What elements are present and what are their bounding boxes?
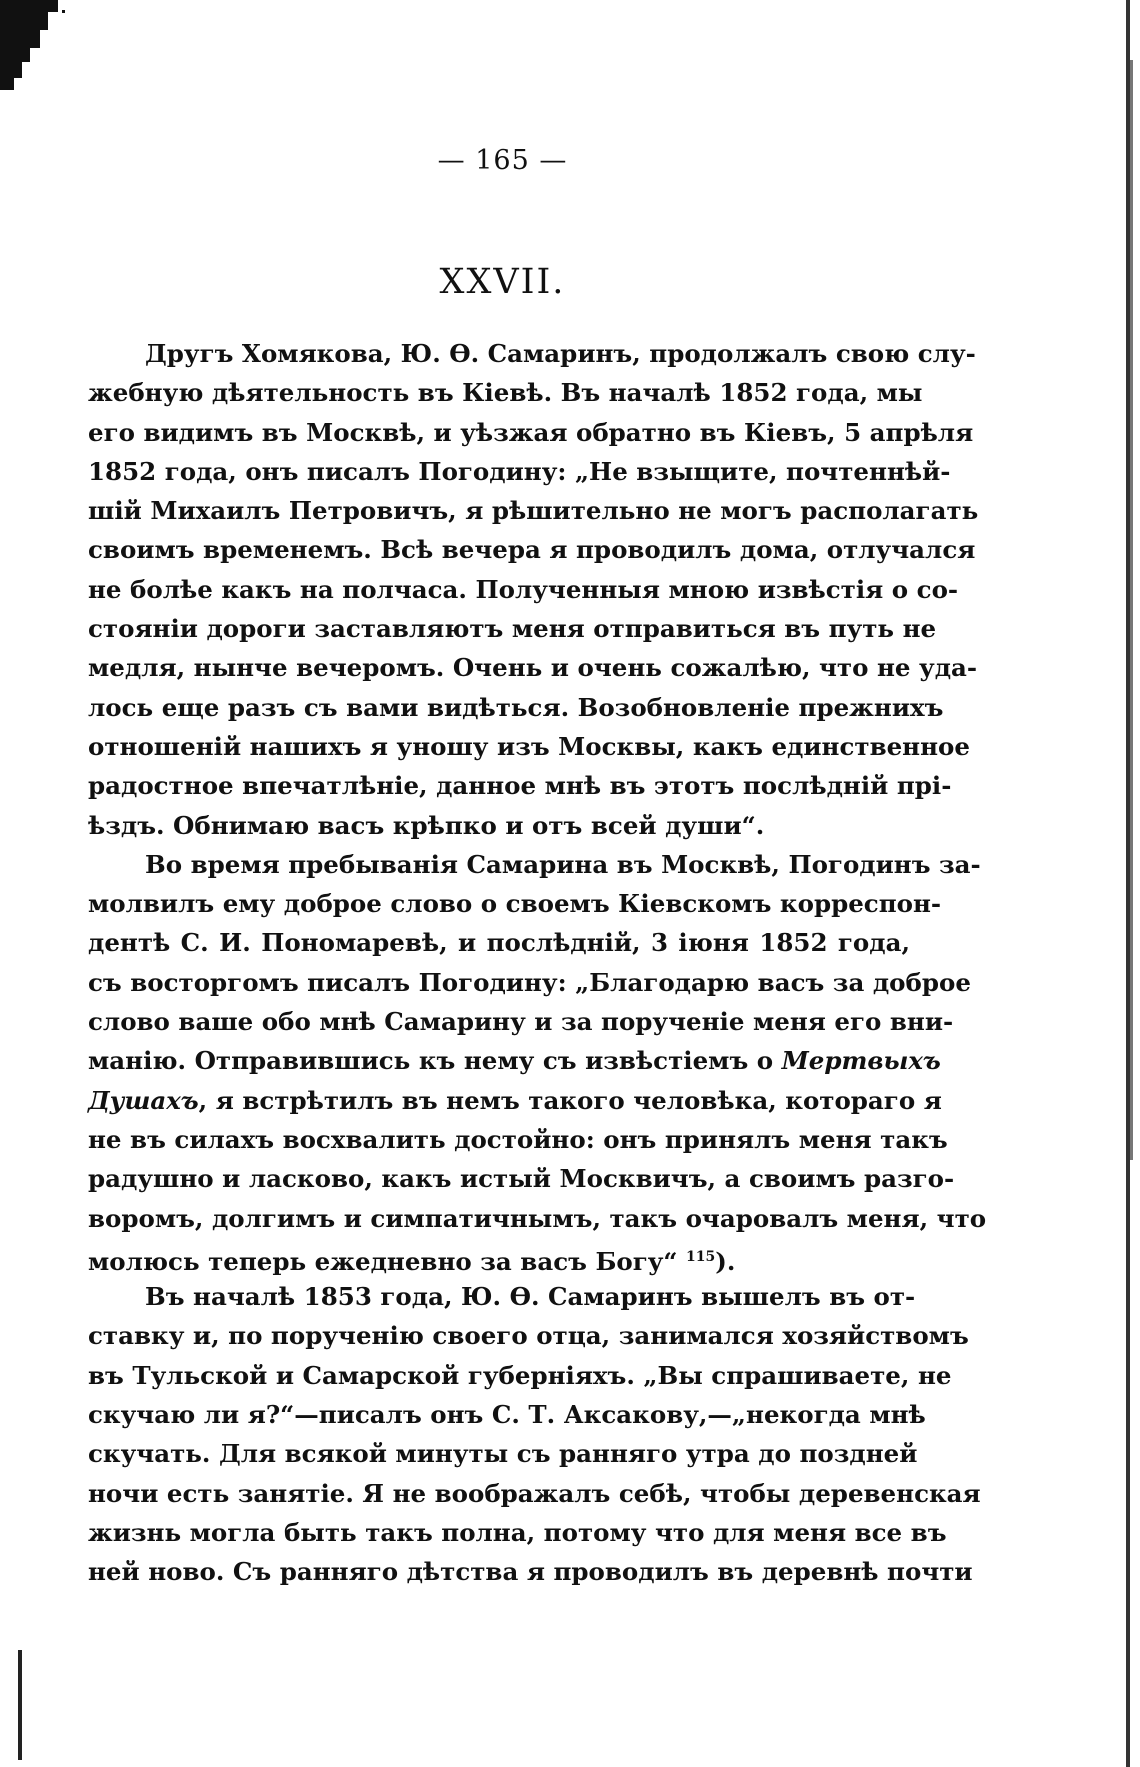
body-text [88,334,987,1592]
text-line [88,845,981,884]
text-line [88,1002,954,1041]
footnote-ref: 115 [686,1248,716,1265]
text-line [88,963,971,1002]
text-segment: Во время пребыванія Самарина въ Москвѣ, Погодинъ за- [145,849,981,879]
text-segment: Въ началѣ 1853 года, Ю. Ѳ. Самаринъ вышелъ въ от- [145,1282,916,1312]
text-line [88,688,944,727]
text-line [88,1474,981,1513]
text-line [88,609,937,648]
text-segment: , я встрѣтилъ въ немъ такого человѣка, котораго я [198,1085,942,1115]
text-line [88,1041,941,1080]
text-segment: слово ваше обо мнѣ Самарину и за порученіе меня его вни- [88,1007,954,1037]
text-line [88,452,951,491]
text-line [88,570,959,609]
page-number: — 165 — [437,145,568,176]
text-line [88,1316,969,1355]
text-segment: жебную дѣятельность въ Кіевѣ. Въ началѣ 1852 года, мы [88,378,923,408]
text-segment: молвилъ ему доброе слово о своемъ Кіевскомъ корреспон- [88,889,942,919]
text-segment: не болѣе какъ на полчаса. Полученныя мною извѣстія о со- [88,574,959,604]
text-segment: своимъ временемъ. Всѣ вечера я проводилъ дома, отлучался [88,535,976,565]
text-segment: стояніи дороги заставляютъ меня отправиться въ путь не [88,614,937,644]
text-segment: шій Михаилъ Петровичъ, я рѣшительно не могъ располагать [88,496,979,526]
text-line [88,1277,916,1316]
text-segment: съ восторгомъ писалъ Погодину: „Благодарю васъ за доброе [88,967,971,997]
text-segment: жизнь могла быть такъ полна, потому что для меня все въ [88,1517,947,1547]
text-segment: его видимъ въ Москвѣ, и уѣзжая обратно въ Кіевъ, 5 апрѣля [88,417,974,447]
text-segment: отношеній нашихъ я уношу изъ Москвы, какъ единственное [88,731,970,761]
text-line [88,806,910,845]
text-segment: воромъ, долгимъ и симпатичнымъ, такъ очаровалъ меня, что [88,1203,987,1233]
text-segment: радостное впечатлѣніе, данное мнѣ въ этотъ послѣдній прі- [88,771,952,801]
text-line [88,766,952,805]
text-line [88,1081,942,1120]
text-line [88,648,978,687]
text-segment: 1852 года, онъ писалъ Погодину: „Не взыщите, почтеннѣй- [88,456,951,486]
text-line [88,1552,973,1591]
text-segment: медля, нынче вечеромъ. Очень и очень сожалѣю, что не уда- [88,653,978,683]
text-segment: Душахъ [88,1085,199,1115]
text-segment: ). [715,1246,736,1276]
scan-artifact-left-edge [18,1650,22,1760]
text-segment: Другъ Хомякова, Ю. Ѳ. Самаринъ, продолжалъ свою слу- [145,339,976,368]
text-line [88,1434,918,1473]
text-segment: молюсь теперь ежедневно за васъ Богу“ [88,1246,687,1276]
text-segment: въ Тульской и Самарской губерніяхъ. „Вы спрашиваете, не [88,1360,952,1390]
text-line [88,1356,952,1395]
text-line [88,884,942,923]
text-segment: Мертвыхъ [781,1046,941,1076]
scan-artifact-right-edge [1124,0,1136,1767]
text-line [88,413,974,452]
text-line [88,1395,926,1434]
text-segment: скучаю ли я?“—писалъ онъ С. Т. Аксакову,—„некогда мнѣ [88,1400,926,1430]
text-segment: ней ново. Съ ранняго дѣтства я проводилъ въ деревнѣ почти [88,1557,973,1587]
text-line [88,1199,987,1238]
text-line [88,727,970,766]
text-segment: не въ силахъ восхвалить достойно: онъ принялъ меня такъ [88,1124,948,1154]
scan-artifact-corner [0,0,70,90]
text-line [88,1120,948,1159]
text-segment: дентѣ С. И. Пономаревѣ, и послѣдній, 3 іюня 1852 года, [88,928,910,958]
text-line [88,334,976,373]
text-segment: ночи есть занятіе. Я не воображалъ себѣ, чтобы деревенская [88,1478,981,1508]
text-segment: радушно и ласково, какъ истый Москвичъ, а своимъ разго- [88,1164,955,1194]
text-line [88,1159,955,1198]
text-segment: лось еще разъ съ вами видѣться. Возобновленіе прежнихъ [88,692,944,722]
chapter-title: XXVII. [439,262,566,302]
text-line [88,1513,947,1552]
text-line [88,923,910,962]
text-segment: манію. Отправившись къ нему съ извѣстіемъ о [88,1046,782,1076]
text-segment: ставку и, по порученію своего отца, занимался хозяйствомъ [88,1321,969,1351]
text-line [88,1238,910,1277]
text-line [88,491,979,530]
text-line [88,373,923,412]
text-line [88,530,976,569]
text-segment: ѣздъ. Обнимаю васъ крѣпко и отъ всей души“. [88,810,765,840]
text-segment: скучать. Для всякой минуты съ ранняго утра до поздней [88,1439,918,1469]
